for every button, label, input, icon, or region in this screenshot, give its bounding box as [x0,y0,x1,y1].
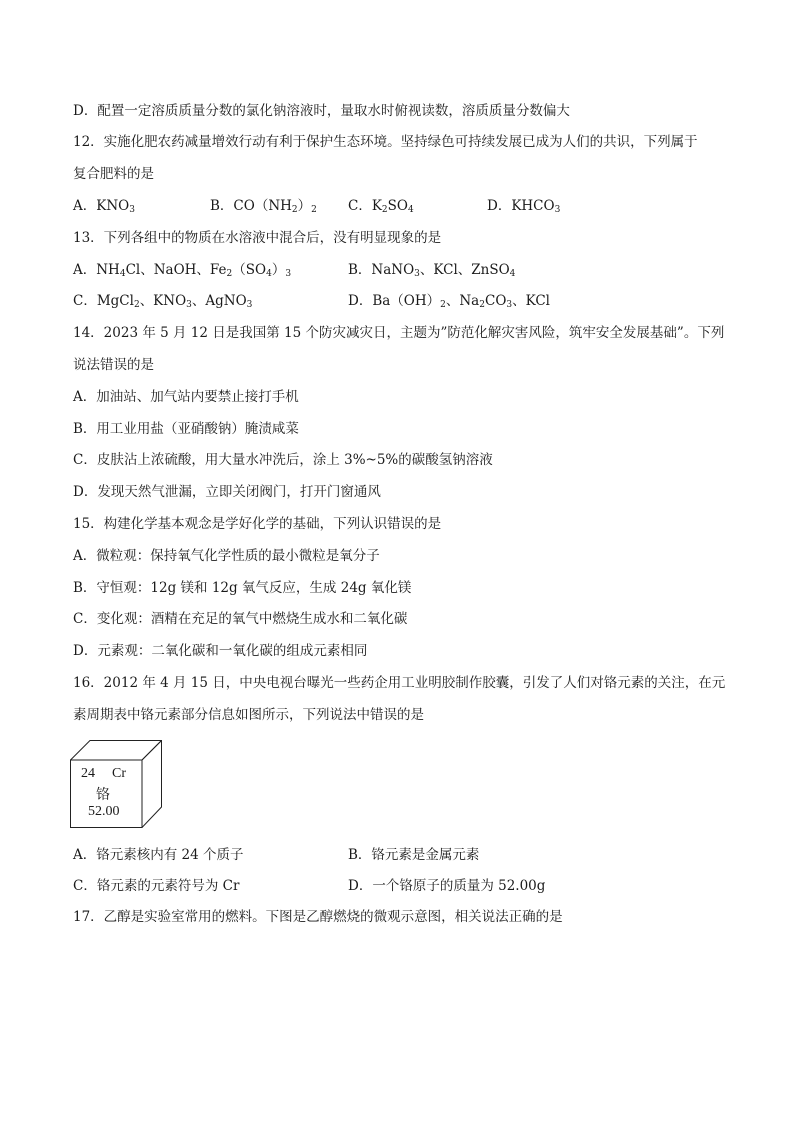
question-15-stem: 15．构建化学基本观念是学好化学的基础，下列认识错误的是 [73,516,442,532]
element-symbol: Cr [112,766,126,781]
q15-option-b: B．守恒观：12g 镁和 12g 氧气反应，生成 24g 氧化镁 [73,580,412,596]
q15-option-d: D．元素观：二氧化碳和一氧化碳的组成元素相同 [73,643,368,659]
atomic-mass: 52.00 [88,804,120,819]
q16-option-b: B．铬元素是金属元素 [348,847,480,863]
question-12-stem-cont: 复合肥料的是 [73,166,154,182]
question-12-stem: 12．实施化肥农药减量增效行动有利于保护生态环境。坚持绿色可持续发展已成为人们的共识，下列属于 [73,134,698,150]
q14-option-d: D．发现天然气泄漏，立即关闭阀门，打开门窗通风 [73,484,381,500]
line-d-option: D．配置一定溶质质量分数的氯化钠溶液时，量取水时俯视读数，溶质质量分数偏大 [73,103,570,119]
q16-option-a: A．铬元素核内有 24 个质子 [73,847,244,863]
q12-option-d: D．$KHCO_3$ [487,198,561,215]
q12-option-a: A．$KNO_3$ [73,198,135,215]
q15-option-a: A．微粒观：保持氧气化学性质的最小微粒是氧分子 [73,548,380,564]
q14-option-a: A．加油站、加气站内要禁止接打手机 [73,389,299,405]
q13-option-d: D．$Ba(OH)_2$、$Na_2CO_3$、KCl [348,293,550,310]
question-17-stem: 17．乙醇是实验室常用的燃料。下图是乙醇燃烧的微观示意图，相关说法正确的是 [73,909,563,925]
element-cube-figure [70,740,162,828]
q16-option-c: C．铬元素的元素符号为 Cr [73,878,240,894]
q13-option-b: B．NaNO$_3$、KCl、ZnSO$_4$ [348,262,516,279]
question-14-stem-cont: 说法错误的是 [73,357,154,373]
q13-option-a: A．$NH_4Cl$、NaOH、$Fe_2(SO_4)_3$ [73,262,292,279]
q12-option-c: C．$K_2SO_4$ [348,198,414,215]
element-name: 铬 [96,788,110,803]
question-14-stem: 14．2023 年 5 月 12 日是我国第 15 个防灾减灾日，主题为”防范化解灾害风险，筑牢安全发展基础”。下列 [73,325,725,341]
q14-option-b: B．用工业用盐（亚硝酸钠）腌渍咸菜 [73,421,299,437]
q16-option-d: D．一个铬原子的质量为 52.00g [348,878,546,894]
q14-option-c: C．皮肤沾上浓硫酸，用大量水冲洗后，涂上 3%~5%的碳酸氢钠溶液 [73,452,493,468]
q12-option-b: B．$CO(NH_2)_2$ [210,198,317,215]
atomic-number: 24 [81,766,95,781]
question-16-stem: 16．2012 年 4 月 15 日，中央电视台曝光一些药企用工业明胶制作胶囊，引发了人们对铬元素的关注，在元 [73,675,726,691]
question-16-stem-cont: 素周期表中铬元素部分信息如图所示，下列说法中错误的是 [73,707,424,723]
q15-option-c: C．变化观：酒精在充足的氧气中燃烧生成水和二氧化碳 [73,611,408,627]
q13-option-c: C．MgCl$_2$、$KNO_3$、AgNO$_3$ [73,293,253,310]
question-13-stem: 13．下列各组中的物质在水溶液中混合后，没有明显现象的是 [73,230,442,246]
